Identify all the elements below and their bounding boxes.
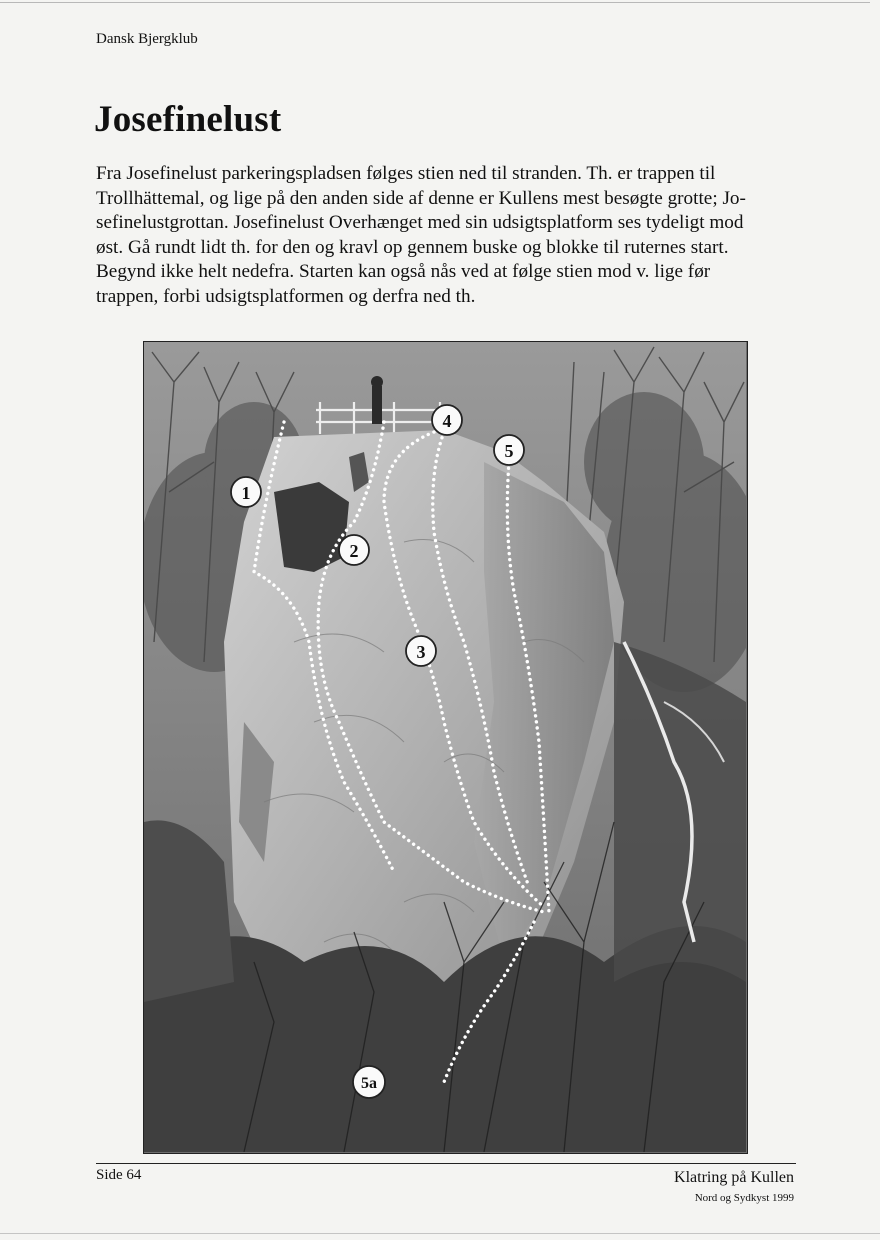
route-marker (432, 405, 462, 435)
route-marker (231, 477, 261, 507)
route-marker (339, 535, 369, 565)
route-marker-label: 5 (504, 441, 514, 461)
page-title: Josefinelust (94, 99, 282, 140)
intro-line: trappen, forbi udsigtsplatformen og derfra ned th. (96, 285, 476, 307)
route-marker (494, 435, 524, 465)
route-marker-label: 2 (349, 541, 359, 561)
route-marker (353, 1066, 385, 1098)
route-marker-label: 1 (241, 483, 251, 503)
intro-line: sefinelustgrottan. Josefinelust Overhænget med sin udsigtsplatform ses tydeligt mod (96, 212, 744, 234)
route-marker-label: 3 (416, 642, 426, 662)
intro-paragraph (96, 162, 796, 310)
book-title: Klatring på Kullen (674, 1169, 794, 1186)
bottom-rule (0, 1233, 880, 1234)
intro-line: øst. Gå rundt lidt th. for den og kravl op gennem buske og blokke til ruternes start. (96, 236, 729, 258)
footer-rule (96, 1163, 796, 1164)
running-header: Dansk Bjergklub (96, 31, 198, 47)
route-marker (406, 636, 436, 666)
route-marker-label: 5a (361, 1075, 377, 1092)
intro-line: Fra Josefinelust parkeringspladsen følges stien ned til stranden. Th. er trappen til (96, 163, 716, 184)
intro-line: Begynd ikke helt nedefra. Starten kan også nås ved at følge stien mod v. lige før (96, 261, 711, 283)
top-rule (0, 2, 870, 3)
book-subtitle: Nord og Sydkyst 1999 (694, 1192, 794, 1204)
crag-photo (143, 341, 748, 1154)
page-number: Side 64 (96, 1167, 142, 1183)
route-marker-label: 4 (442, 411, 452, 431)
intro-line: Trollhättemal, og lige på den anden side af denne er Kullens mest besøgte grotte; Jo- (96, 187, 746, 209)
